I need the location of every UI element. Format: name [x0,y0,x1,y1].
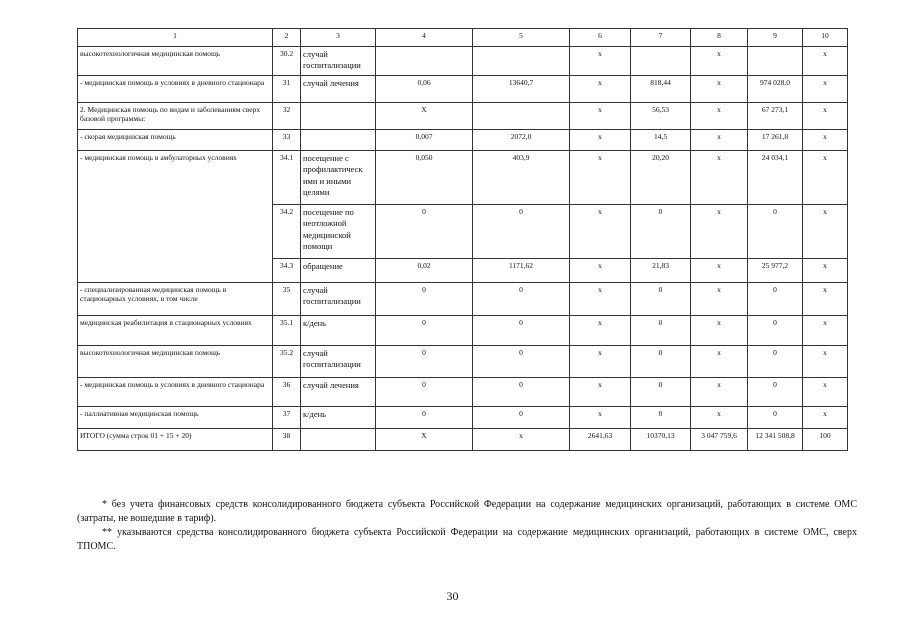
unit-cell: случай госпитализации [301,47,376,76]
table-cell: 0,02 [376,259,473,283]
table-row [78,130,848,151]
table-cell: 20,20 [631,151,691,205]
table-cell: 0 [748,205,803,259]
page-number: 30 [446,589,459,603]
unit-cell: посещение по неотложной медицинской помощи [301,205,376,259]
header-cell: 1 [78,29,273,47]
table-cell: x [570,259,631,283]
table-cell: x [570,151,631,205]
table-cell: 12 341 508,8 [748,429,803,451]
row-label: - скорая медицинская помощь [78,130,273,151]
table-cell [473,47,570,76]
row-number: 35.1 [273,316,301,346]
table-cell: x [691,378,748,407]
row-label: высокотехнологичная медицинская помощь [78,346,273,378]
table-cell: 0 [376,316,473,346]
header-cell: 2 [273,29,301,47]
table-row [78,151,848,205]
table-cell: x [803,283,848,316]
row-number: 35 [273,283,301,316]
unit-cell: к/день [301,407,376,429]
table-cell: 24 034,1 [748,151,803,205]
table-cell: x [803,47,848,76]
table-cell: 0 [473,346,570,378]
table-cell: x [803,259,848,283]
table-row [78,103,848,130]
table-cell: x [803,316,848,346]
table-header-row [78,29,848,47]
row-number: 37 [273,407,301,429]
table-cell: 0,007 [376,130,473,151]
unit-cell: случай госпитализации [301,346,376,378]
table-cell: x [803,151,848,205]
header-cell: 3 [301,29,376,47]
table-cell: 0 [631,205,691,259]
table-cell: x [570,346,631,378]
header-cell: 5 [473,29,570,47]
row-label: медицинская реабилитация в стационарных условиях [78,316,273,346]
table-cell: x [691,259,748,283]
table-cell: 0 [473,378,570,407]
table-cell: 0 [473,205,570,259]
table-cell: 403,9 [473,151,570,205]
table-cell [631,47,691,76]
unit-cell [301,103,376,130]
footnote-2: ** указываются средства консолидированного бюджета субъекта Российской Федерации на содержание медицинских организаций, работающих в системе ОМС, сверх ТПОМС. [77,527,857,552]
table-cell: x [691,316,748,346]
unit-cell: посещение с профилактическ ими и иными целями [301,151,376,205]
table-row [78,47,848,76]
table-cell: 56,53 [631,103,691,130]
row-number: 32 [273,103,301,130]
table-cell: 0 [748,346,803,378]
table-cell: 0 [631,283,691,316]
table-cell [473,103,570,130]
table-cell: X [376,429,473,451]
unit-cell: случай госпитализации [301,283,376,316]
table-row [78,283,848,316]
row-label: - медицинская помощь в условиях в дневного стационара [78,378,273,407]
footnotes [77,498,857,554]
table-cell: x [803,346,848,378]
table-cell: 0 [631,407,691,429]
row-label: 2. Медицинская помощь по видам и заболеваниям сверх базовой программы: [78,103,273,130]
table-cell: x [691,130,748,151]
unit-cell: обращение [301,259,376,283]
table-cell: 67 273,1 [748,103,803,130]
header-cell: 4 [376,29,473,47]
row-label: - медицинская помощь в условиях в дневного стационара [78,76,273,103]
row-label: - медицинская помощь в амбулаторных условиях [78,151,273,283]
table-cell: 2072,0 [473,130,570,151]
table-cell: x [570,76,631,103]
unit-cell: случай лечения [301,76,376,103]
table-row [78,378,848,407]
table-total-row [78,429,848,451]
row-number: 30.2 [273,47,301,76]
unit-cell [301,429,376,451]
table-cell: x [570,130,631,151]
table-cell: x [691,47,748,76]
table-cell: 0,050 [376,151,473,205]
table-cell: 818,44 [631,76,691,103]
table-cell: x [570,283,631,316]
table-cell: 0 [376,378,473,407]
table-cell [748,47,803,76]
table-cell: x [570,103,631,130]
table-cell: 21,83 [631,259,691,283]
table-cell: 17 261,8 [748,130,803,151]
row-label: ИТОГО (сумма строк 01 + 15 + 20) [78,429,273,451]
table-row [78,346,848,378]
table-cell: X [376,103,473,130]
table-cell: 10370,13 [631,429,691,451]
table-cell: 0 [376,283,473,316]
table-cell: 3 047 759,6 [691,429,748,451]
table-cell: x [570,205,631,259]
footnote-1: * без учета финансовых средств консолидированного бюджета субъекта Российской Федерации на содержание медицинских организаций, работающих в системе ОМС (затраты, не вошедшие в тариф). [77,499,857,524]
row-number: 34.3 [273,259,301,283]
table-row [78,316,848,346]
table-cell: 0 [631,316,691,346]
header-cell: 9 [748,29,803,47]
table-cell: x [570,47,631,76]
table-cell: 0 [748,316,803,346]
table-cell: x [691,76,748,103]
table-cell: x [803,103,848,130]
table-cell: x [691,103,748,130]
table-cell: 13640,7 [473,76,570,103]
table-cell: 25 977,2 [748,259,803,283]
header-cell: 8 [691,29,748,47]
table-cell: 0,06 [376,76,473,103]
table-cell: 0 [748,283,803,316]
table-cell: x [803,407,848,429]
table-cell: x [570,316,631,346]
table-cell: 2641,63 [570,429,631,451]
table-cell: 0 [473,283,570,316]
table-row [78,407,848,429]
data-table [77,28,848,451]
table-cell: 0 [473,316,570,346]
row-number: 31 [273,76,301,103]
table-cell: x [803,205,848,259]
table-cell: x [473,429,570,451]
table-cell: x [691,346,748,378]
row-number: 33 [273,130,301,151]
unit-cell [301,130,376,151]
row-number: 36 [273,378,301,407]
table-cell: x [803,130,848,151]
table-cell: 0 [376,407,473,429]
table-cell: x [691,283,748,316]
header-cell: 10 [803,29,848,47]
unit-cell: к/день [301,316,376,346]
table-cell: x [691,205,748,259]
table-cell: x [570,378,631,407]
table-cell: 0 [748,407,803,429]
table-cell: 0 [748,378,803,407]
table-cell: 0 [376,346,473,378]
table-cell: 0 [631,378,691,407]
row-number: 34.2 [273,205,301,259]
unit-cell: случай лечения [301,378,376,407]
table-row [78,76,848,103]
table-cell: 0 [631,346,691,378]
table-cell: x [691,407,748,429]
table-cell: 0 [473,407,570,429]
table-cell: x [570,407,631,429]
table-cell: x [803,76,848,103]
row-label: - специализированная медицинская помощь в стационарных условиях, в том числе [78,283,273,316]
table-cell: 0 [376,205,473,259]
row-label: высокотехнологичная медицинская помощь [78,47,273,76]
row-label: - паллиативная медицинская помощь [78,407,273,429]
table-cell: 100 [803,429,848,451]
header-cell: 6 [570,29,631,47]
header-cell: 7 [631,29,691,47]
table-cell: 1171,62 [473,259,570,283]
row-number: 38 [273,429,301,451]
table-cell: 14,5 [631,130,691,151]
row-number: 35.2 [273,346,301,378]
table-cell: 974 028,0 [748,76,803,103]
table-cell: x [803,378,848,407]
table-cell [376,47,473,76]
table-cell: x [691,151,748,205]
row-number: 34.1 [273,151,301,205]
